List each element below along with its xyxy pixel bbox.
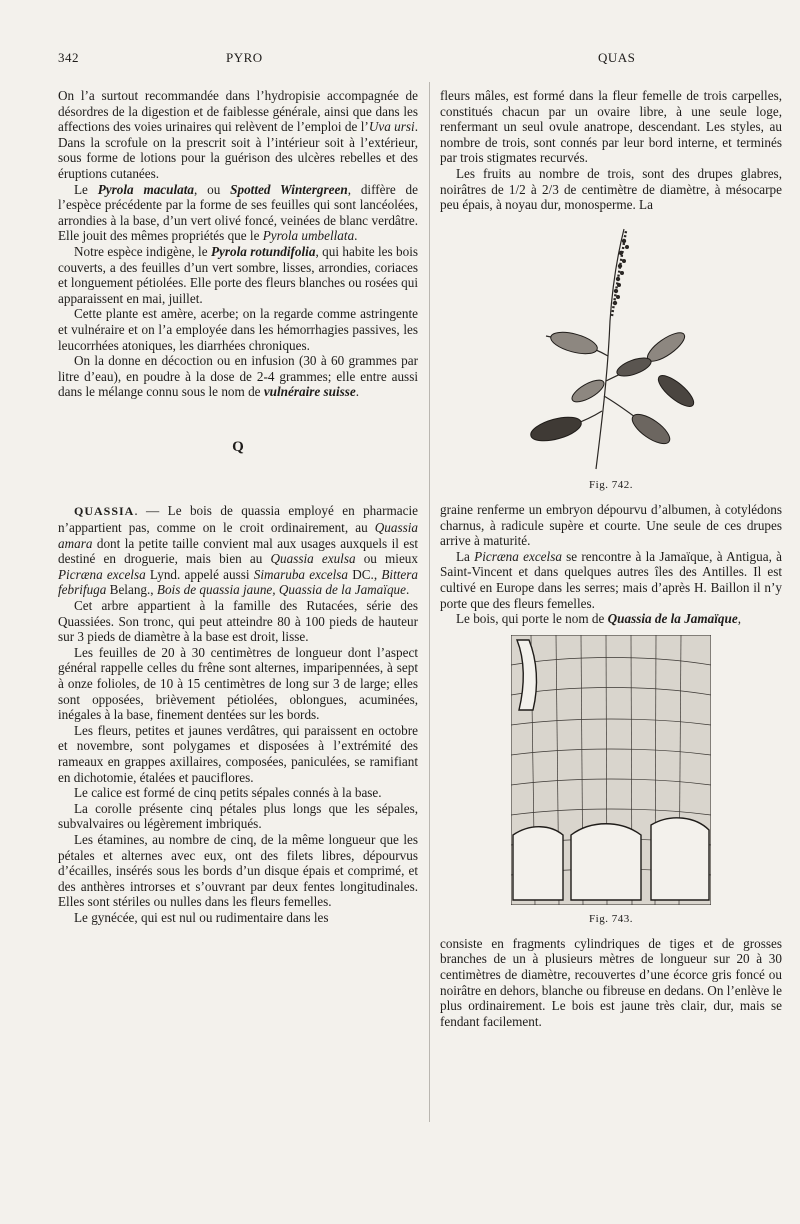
paragraph: Le Pyrola maculata, ou Spotted Wintergreen, diffère de l’espèce précédente par la forme de ses feuilles qui sont lancéolées, arrondies à la base, d’un vert olivé foncé, veinées de blanc verdâtre. Elle jouit des mêmes propriétés que le Pyrola umbellata. bbox=[58, 181, 418, 244]
paragraph: Les fleurs, petites et jaunes verdâtres, qui paraissent en octobre et novembre, sont polygames et disposées à l’extrémité des rameaux en grappes axillaires, composées, paniculées, se ramifiant en dichotomie, étalées et pauciflores. bbox=[58, 722, 418, 785]
figure-caption: Fig. 742. bbox=[589, 479, 633, 492]
paragraph: Les fruits au nombre de trois, sont des drupes glabres, noirâtres de 1/2 à 2/3 de centimètre de diamètre, à mésocarpe peu épais, à noyau dur, monosperme. La bbox=[440, 165, 782, 213]
left-column bbox=[58, 88, 418, 926]
paragraph: Cet arbre appartient à la famille des Rutacées, série des Quassiées. Son tronc, qui peut atteindre 80 à 100 pieds de hauteur sur 3 pieds de diamètre à la base est droit, lisse. bbox=[58, 598, 418, 645]
paragraph: La corolle présente cinq pétales plus longs que les sépales, subvalvaires ou légèrement imbriqués. bbox=[58, 800, 418, 832]
figure-caption: Fig. 743. bbox=[589, 913, 633, 926]
section-letter: Q bbox=[232, 438, 244, 455]
entry-paragraph: QUASSIA. — Le bois de quassia employé en pharmacie n’appartient pas, comme on le croit ordinairement, au Quassia amara dont la petite taille convient mal aux usages auxquels il est destiné en droguerie, mais bien au Quassia exulsa ou mieux Picræna excelsa Lynd. appelé aussi Simaruba excelsa DC., Bittera febrifuga Belang., Bois de quassia jaune, Quassia de la Jamaïque. bbox=[58, 503, 418, 598]
quassia-branch-illustration bbox=[516, 221, 706, 471]
figure-743 bbox=[440, 635, 782, 928]
paragraph: Le bois, qui porte le nom de Quassia de la Jamaïque, bbox=[456, 611, 741, 627]
paragraph: Le calice est formé de cinq petits sépales connés à la base. bbox=[74, 785, 382, 801]
paragraph: consiste en fragments cylindriques de tiges et de grosses branches de un à plusieurs mètres de longueur sur 20 à 30 centimètres de diamètre, recouvertes d’une écorce gris foncé ou noirâtre en dehors, blanche ou fibreuse en dedans. On l’enlève le plus ordinairement. Le bois est jaune très clair, dur, mais se fendant facilement. bbox=[440, 935, 783, 1029]
paragraph: Notre espèce indigène, le Pyrola rotundifolia, qui habite les bois couverts, a des feuilles d’un vert sombre, lisses, arrondies, coriaces et longuement pétiolées. Elle porte des fleurs blanches ou rosées qui apparaissent en mai, juillet. bbox=[58, 243, 418, 306]
paragraph: Le gynécée, qui est nul ou rudimentaire dans les bbox=[74, 909, 329, 925]
running-title-right: QUAS bbox=[598, 50, 636, 65]
paragraph: On la donne en décoction ou en infusion (30 à 60 grammes par litre d’eau), en poudre à la dose de 2-4 grammes; elle entre aussi dans le mélange connu sous le nom de vulnéraire suisse. bbox=[58, 353, 418, 400]
running-title-left: PYRO bbox=[226, 50, 263, 65]
paragraph: Les feuilles de 20 à 30 centimètres de longueur dont l’aspect général rappelle celles du frêne sont alternes, imparipennées, à sept à onze folioles, de 10 à 15 centimètres de long sur 3 de large; elles sont opposées, brièvement pétiolées, oblongues, acuminées, inégales à la base, finement dentées sur les bords. bbox=[58, 644, 418, 723]
paragraph: La Picræna excelsa se rencontre à la Jamaïque, à Antigua, à Saint-Vincent et dans quelques autres îles des Antilles. Il est cultivé en Europe dans les serres; mais d’après H. Baillon il n’y porte que des fleurs femelles. bbox=[440, 548, 782, 611]
column-divider bbox=[429, 82, 430, 1122]
paragraph: graine renferme un embryon dépourvu d’albumen, à cotylédons charnus, à radicule supère et courte. Une seule de ces drupes arrive à maturité. bbox=[440, 501, 782, 549]
paragraph: On l’a surtout recommandée dans l’hydropisie accompagnée de désordres de la digestion et de faiblesse générale, ainsi que dans les affections des voies urinaires qui relèvent de l’emploi de l’Uva ursi. Dans la scrofule on la prescrit soit à l’intérieur soit à l’extérieur, sous forme de lotions pour la guérison des ulcères rebelles et des éruptions cutanées. bbox=[58, 88, 418, 181]
paragraph: Les étamines, au nombre de cinq, de la même longueur que les pétales et alternes avec eux, ont des filets libres, dépourvus d’écailles, insérés sous les bords d’un disque épais et comprimé, et des anthères introrses et s’ouvrant par deux fentes longitudinales. Elles sont stériles ou nulles dans les fleurs femelles. bbox=[58, 831, 418, 910]
figure-742 bbox=[440, 221, 782, 494]
page-number: 342 bbox=[58, 50, 79, 65]
wood-cross-section-illustration bbox=[511, 635, 711, 905]
right-column bbox=[440, 88, 782, 1029]
paragraph: fleurs mâles, est formé dans la fleur femelle de trois carpelles, constitués chacun par un ovaire libre, à une seule loge, renfermant un seul ovule anatrope, descendant. Les styles, au nombre de trois, sont connés par leur bord interne, et terminés par trois stigmates recurvés. bbox=[440, 88, 782, 166]
paragraph: Cette plante est amère, acerbe; on la regarde comme astringente et vulnéraire et on l’a employée dans les hémorrhagies passives, les leucorrhées atoniques, les diarrhées chroniques. bbox=[58, 306, 418, 353]
entry-headword: QUASSIA bbox=[74, 504, 135, 519]
running-header bbox=[58, 50, 778, 72]
